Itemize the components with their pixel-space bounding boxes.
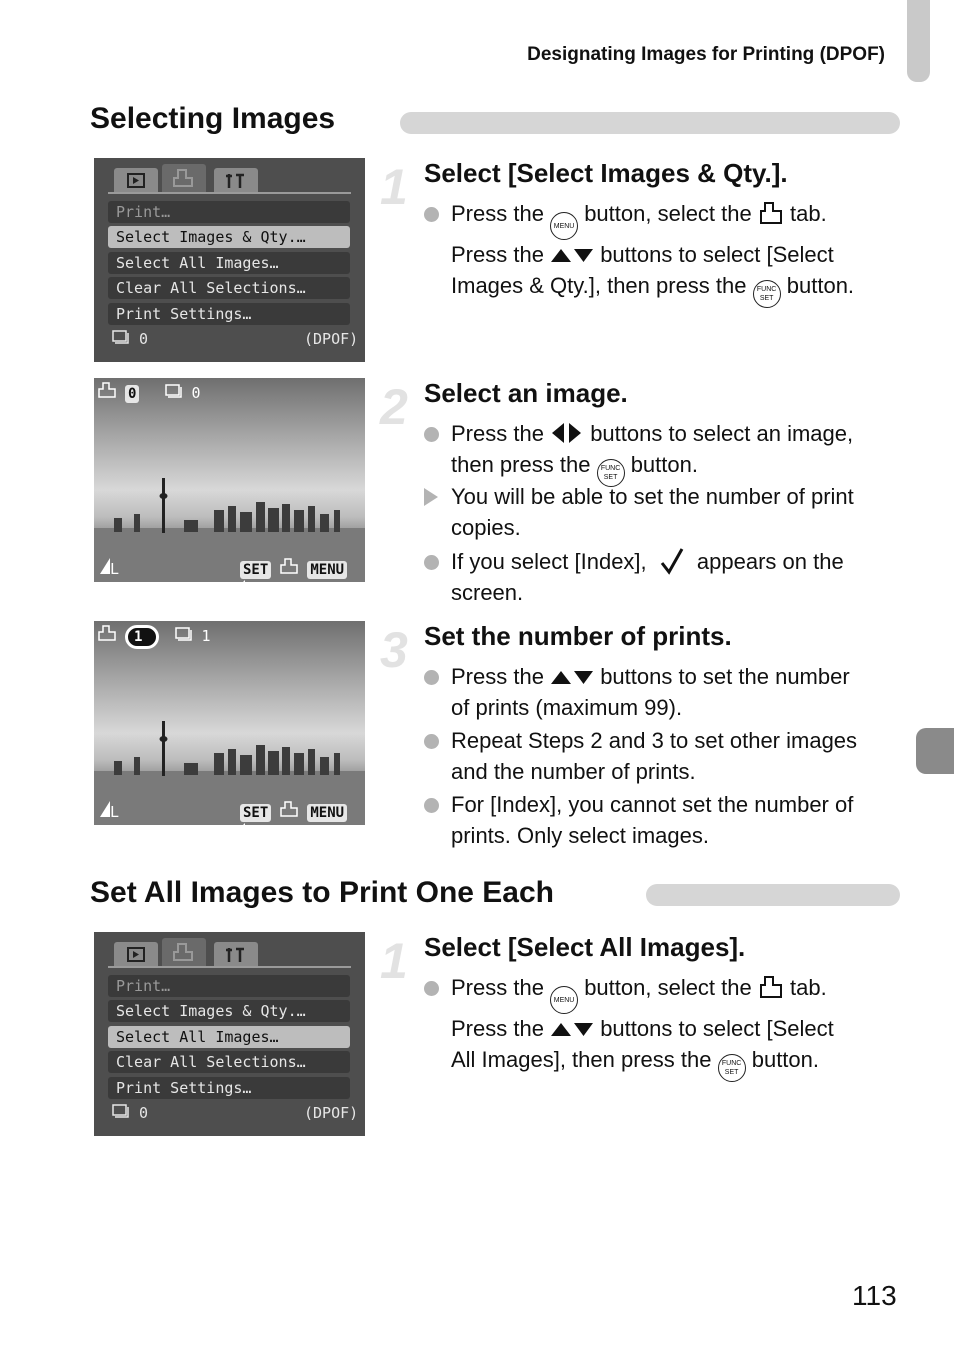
func-set-button-icon: FUNC SET bbox=[718, 1054, 746, 1082]
total-count: 0 bbox=[191, 384, 201, 402]
chapter-tab-side bbox=[916, 728, 954, 774]
step-bullet: Press the MENU button, select the tab. Press the buttons to select [Select All Images], then press the FUNC SET button. bbox=[451, 973, 911, 1082]
print-tab-icon bbox=[758, 201, 784, 225]
dpof-label: (DPOF) bbox=[304, 1104, 359, 1122]
running-header: Designating Images for Printing (DPOF) bbox=[527, 44, 885, 65]
bullet-dot-icon bbox=[424, 734, 439, 749]
print-count: 0 bbox=[125, 385, 139, 403]
settings-tab-icon bbox=[214, 168, 258, 192]
print-count-stepper: 1 bbox=[125, 625, 159, 649]
up-down-arrows-icon bbox=[550, 1021, 594, 1037]
step-title: Select [Select Images & Qty.]. bbox=[424, 158, 788, 188]
step-number: 1 bbox=[380, 159, 408, 215]
bullet-dot-icon bbox=[424, 670, 439, 685]
camera-menu-screen bbox=[94, 932, 365, 1136]
bullet-dot-icon bbox=[424, 555, 439, 570]
step-result: You will be able to set the number of print copies. bbox=[451, 482, 911, 543]
print-count-overlay bbox=[98, 382, 201, 403]
print-tab-icon bbox=[162, 938, 206, 966]
checkmark-icon bbox=[659, 547, 685, 575]
image-count-value: 0 bbox=[139, 330, 149, 348]
print-icon bbox=[280, 801, 298, 817]
dpof-label: (DPOF) bbox=[304, 330, 359, 348]
bullet-dot-icon bbox=[424, 981, 439, 996]
bullet-dot-icon bbox=[424, 798, 439, 813]
print-tab-icon bbox=[162, 164, 206, 192]
menu-button-icon: MENU bbox=[550, 212, 578, 240]
compression-icon bbox=[100, 558, 110, 574]
left-right-arrows-icon bbox=[550, 422, 584, 444]
menu-item: Clear All Selections… bbox=[108, 277, 350, 299]
menu-label: MENU bbox=[307, 561, 347, 579]
image-count-icon bbox=[165, 384, 183, 398]
image-count bbox=[112, 1104, 148, 1122]
menu-item-selected: Select Images & Qty.… bbox=[108, 226, 350, 248]
print-icon bbox=[98, 625, 116, 641]
menu-item: Select All Images… bbox=[108, 252, 350, 274]
step-number: 1 bbox=[380, 933, 408, 989]
step-bullet: Press the MENU button, select the tab. Press the buttons to select [Select Images & Qty.], then press the FUNC SET button. bbox=[451, 199, 911, 308]
step-title: Select [Select All Images]. bbox=[424, 932, 746, 962]
settings-tab-icon bbox=[214, 942, 258, 966]
camera-photo-screen bbox=[94, 378, 365, 582]
tab-underline bbox=[108, 966, 351, 968]
step-bullet: If you select [Index], appears on the screen. bbox=[451, 547, 911, 608]
compression-icon bbox=[100, 801, 110, 817]
image-count-icon bbox=[112, 330, 130, 344]
image-size-indicator: L bbox=[100, 558, 119, 578]
up-down-arrows-icon bbox=[550, 247, 594, 263]
step-bullet: Press the buttons to select an image, then press the FUNC SET button. bbox=[451, 419, 911, 487]
camera-menu-screen bbox=[94, 158, 365, 362]
step-number: 2 bbox=[380, 379, 408, 435]
city-skyline-image bbox=[94, 378, 365, 582]
section-title: Selecting Images bbox=[90, 102, 336, 135]
section-title: Set All Images to Print One Each bbox=[90, 876, 555, 909]
func-set-button-icon: FUNC SET bbox=[597, 459, 625, 487]
section-bar bbox=[646, 884, 900, 906]
menu-item: Select Images & Qty.… bbox=[108, 1000, 350, 1022]
menu-item-selected: Select All Images… bbox=[108, 1026, 350, 1048]
up-down-arrows-icon bbox=[550, 669, 594, 685]
return-icon bbox=[240, 579, 256, 582]
step-bullet: For [Index], you cannot set the number of prints. Only select images. bbox=[451, 790, 911, 851]
page-number: 113 bbox=[852, 1280, 897, 1311]
step-title: Set the number of prints. bbox=[424, 621, 732, 651]
menu-item: Print Settings… bbox=[108, 303, 350, 325]
result-arrow-icon bbox=[424, 488, 438, 506]
play-tab-icon bbox=[114, 168, 158, 192]
total-count: 1 bbox=[201, 627, 211, 645]
step-title: Select an image. bbox=[424, 378, 628, 408]
print-tab-icon bbox=[758, 975, 784, 999]
return-icon bbox=[240, 822, 256, 825]
tab-underline bbox=[108, 192, 351, 194]
step-number: 3 bbox=[380, 622, 408, 678]
button-guide bbox=[240, 558, 365, 582]
set-label: SET bbox=[240, 804, 271, 822]
play-tab-icon bbox=[114, 942, 158, 966]
menu-item: Clear All Selections… bbox=[108, 1051, 350, 1073]
section-bar bbox=[400, 112, 900, 134]
button-guide bbox=[240, 801, 365, 825]
print-icon bbox=[280, 558, 298, 574]
menu-button-icon: MENU bbox=[550, 986, 578, 1014]
print-icon bbox=[98, 382, 116, 398]
chapter-tab-top bbox=[907, 0, 930, 82]
image-size-indicator: L bbox=[100, 801, 119, 821]
city-skyline-image bbox=[94, 621, 365, 825]
step-bullet: Repeat Steps 2 and 3 to set other images and the number of prints. bbox=[451, 726, 911, 787]
menu-item: Print Settings… bbox=[108, 1077, 350, 1099]
bullet-dot-icon bbox=[424, 207, 439, 222]
image-count bbox=[112, 330, 148, 348]
set-label: SET bbox=[240, 561, 271, 579]
image-count-icon bbox=[175, 627, 193, 641]
image-count-value: 0 bbox=[139, 1104, 149, 1122]
menu-label: MENU bbox=[307, 804, 347, 822]
menu-item: Print… bbox=[108, 975, 350, 997]
step-bullet: Press the buttons to set the number of prints (maximum 99). bbox=[451, 662, 911, 723]
func-set-button-icon: FUNC SET bbox=[753, 280, 781, 308]
camera-photo-screen bbox=[94, 621, 365, 825]
print-count-overlay bbox=[98, 625, 211, 649]
bullet-dot-icon bbox=[424, 427, 439, 442]
menu-item: Print… bbox=[108, 201, 350, 223]
image-count-icon bbox=[112, 1104, 130, 1118]
